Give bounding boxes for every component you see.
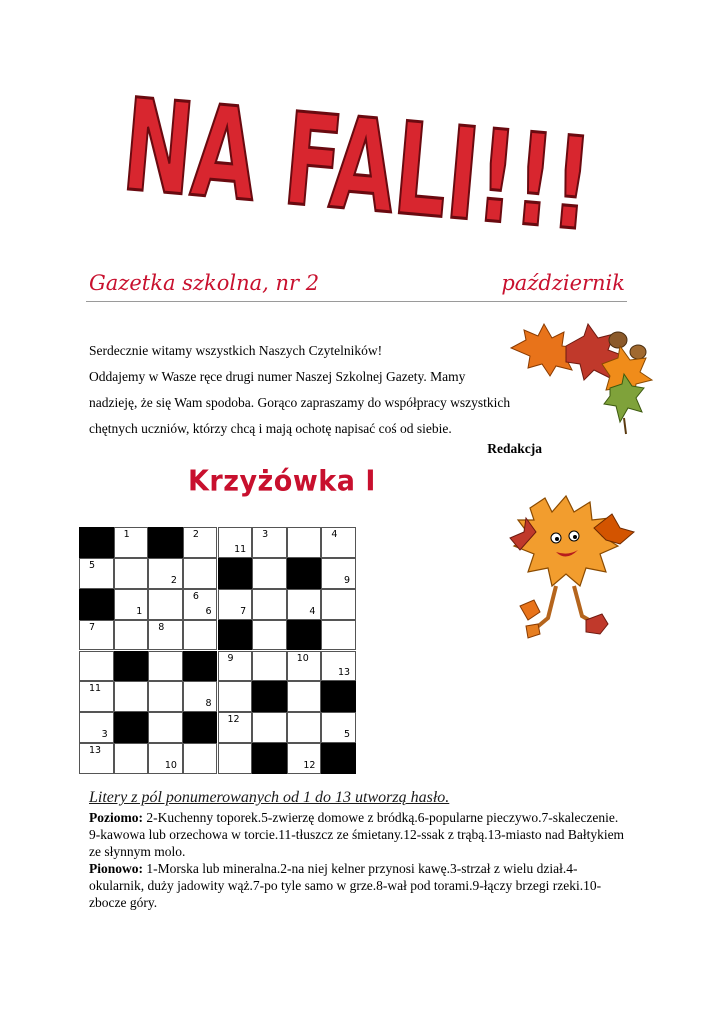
crossword-cell[interactable] (321, 589, 356, 620)
crossword-cell-number: 11 (234, 543, 247, 555)
issue-label: Gazetka szkolna, nr 2 (89, 271, 320, 295)
clues-down (89, 860, 629, 911)
clues-across-text: 2-Kuchenny toporek.5-zwierzę domowe z bródką.6-popularne pieczywo.7-skaleczenie. 9-kawowa lub orzechowa w torcie.11-tłuszcz ze śmietany.12-ssak z trąbą.13-miasto nad Bałtykiem ze słynnym molo. (89, 810, 625, 859)
crossword-black-cell (148, 527, 183, 558)
signature: Redakcja (487, 441, 542, 456)
crossword-cell[interactable] (252, 558, 287, 589)
crossword-cell-number: 2 (192, 529, 199, 540)
month-label: październik (501, 271, 625, 295)
crossword-cell-number: 1 (136, 605, 143, 617)
crossword-cell[interactable] (148, 558, 183, 589)
masthead-title (117, 71, 719, 271)
crossword-cell[interactable] (287, 712, 322, 743)
crossword-cell[interactable] (114, 743, 149, 774)
crossword-cell-number: 1 (123, 529, 130, 540)
crossword-cell-number: 8 (205, 698, 212, 710)
crossword-black-cell (114, 651, 149, 682)
crossword-cell-number: 13 (338, 667, 351, 679)
crossword-black-cell (252, 681, 287, 712)
crossword-cell[interactable] (218, 651, 253, 682)
crossword-cell-number: 3 (101, 729, 108, 741)
intro-line: Serdecznie witamy wszystkich Naszych Czytelników! (89, 343, 383, 358)
clues-across-label: Poziomo: (89, 810, 143, 825)
crossword-title: Krzyżówka I (188, 465, 376, 498)
autumn-leaves-icon (506, 318, 656, 438)
crossword-cell[interactable] (287, 527, 322, 558)
clues-down-text: 1-Morska lub mineralna.2-na niej kelner przynosi kawę.3-strzał z wielu dział.4-okularnik, duży jadowity wąż.7-po tyle samo w grze.8-wał pod torami.9-łączy brzegi rzeki.10-zbocze góry. (89, 861, 602, 910)
masthead-title-text: NA FALI!!! (117, 71, 719, 271)
crossword-cell[interactable] (252, 620, 287, 651)
crossword-cell[interactable] (287, 681, 322, 712)
crossword-cell[interactable] (183, 743, 218, 774)
crossword-cell[interactable] (79, 620, 114, 651)
crossword-cell-number: 13 (89, 745, 102, 757)
crossword-cell[interactable] (321, 620, 356, 651)
crossword-cell-number: 7 (240, 605, 247, 617)
crossword-cell[interactable] (287, 589, 322, 620)
crossword-cell[interactable] (148, 620, 183, 651)
intro-line: nadzieję, że się Wam spodoba. Gorąco zapraszamy do współpracy wszystkich (89, 395, 511, 410)
crossword-cell-number: 10 (296, 652, 309, 664)
crossword-black-cell (287, 620, 322, 651)
crossword-clues (89, 809, 629, 911)
crossword-cell[interactable] (252, 651, 287, 682)
crossword-cell-number: 9 (344, 574, 351, 586)
crossword-black-cell (183, 712, 218, 743)
crossword-cell[interactable] (114, 620, 149, 651)
crossword-cell[interactable] (114, 589, 149, 620)
clues-across (89, 809, 629, 860)
crossword-cell[interactable] (321, 712, 356, 743)
crossword-cell[interactable] (114, 527, 149, 558)
crossword-cell[interactable] (252, 712, 287, 743)
crossword-cell-number: 5 (344, 729, 351, 741)
crossword-cell[interactable] (148, 651, 183, 682)
crossword-black-cell (114, 712, 149, 743)
crossword-cell[interactable] (252, 589, 287, 620)
crossword-black-cell (252, 743, 287, 774)
crossword-cell-number: 6 (205, 605, 212, 617)
crossword-cell[interactable] (183, 527, 218, 558)
intro-line: Oddajemy w Wasze ręce drugi numer Naszej Szkolnej Gazety. Mamy (89, 369, 466, 384)
crossword-cell[interactable] (183, 620, 218, 651)
crossword-cell[interactable] (114, 681, 149, 712)
crossword-black-cell (321, 743, 356, 774)
crossword-black-cell (321, 681, 356, 712)
crossword-cell[interactable] (252, 527, 287, 558)
crossword-cell-number: 4 (331, 529, 338, 540)
crossword-cell[interactable] (218, 743, 253, 774)
crossword-cell[interactable] (148, 712, 183, 743)
crossword-cell[interactable] (148, 589, 183, 620)
crossword-black-cell (79, 527, 114, 558)
crossword-cell[interactable] (79, 558, 114, 589)
crossword-grid (79, 527, 356, 774)
crossword-cell[interactable] (218, 681, 253, 712)
crossword-cell[interactable] (183, 681, 218, 712)
crossword-cell-number: 10 (164, 760, 177, 771)
crossword-hint: Litery z pól ponumerowanych od 1 do 13 utworzą hasło. (89, 789, 450, 806)
crossword-cell-number: 12 (303, 760, 316, 771)
crossword-cell-number: 11 (89, 683, 102, 695)
clues-down-label: Pionowo: (89, 861, 143, 876)
crossword-cell-number: 7 (89, 621, 96, 633)
crossword-cell-number: 3 (262, 529, 269, 540)
crossword-cell[interactable] (321, 527, 356, 558)
crossword-cell[interactable] (183, 558, 218, 589)
crossword-cell[interactable] (79, 651, 114, 682)
crossword-cell[interactable] (218, 589, 253, 620)
leaf-character-icon (490, 488, 640, 648)
crossword-cell-number: 4 (309, 605, 316, 617)
crossword-cell-number: 8 (158, 621, 165, 633)
crossword-black-cell (287, 558, 322, 589)
crossword-cell[interactable] (114, 558, 149, 589)
intro-paragraph (89, 338, 559, 442)
crossword-cell-number: 12 (227, 714, 240, 726)
crossword-black-cell (218, 558, 253, 589)
crossword-cell[interactable] (148, 681, 183, 712)
crossword-cell-number: 2 (170, 574, 177, 586)
crossword-cell[interactable] (321, 558, 356, 589)
intro-line: chętnych uczniów, którzy chcą i mają ochotę napisać coś od siebie. (89, 421, 452, 436)
crossword-cell[interactable] (79, 712, 114, 743)
crossword-black-cell (183, 651, 218, 682)
crossword-cell-number: 6 (192, 590, 199, 602)
crossword-cell-number: 9 (227, 652, 234, 664)
crossword-cell[interactable] (183, 589, 218, 620)
crossword-black-cell (79, 589, 114, 620)
crossword-black-cell (218, 620, 253, 651)
header-divider (86, 301, 627, 302)
crossword-cell-number: 5 (89, 559, 96, 571)
